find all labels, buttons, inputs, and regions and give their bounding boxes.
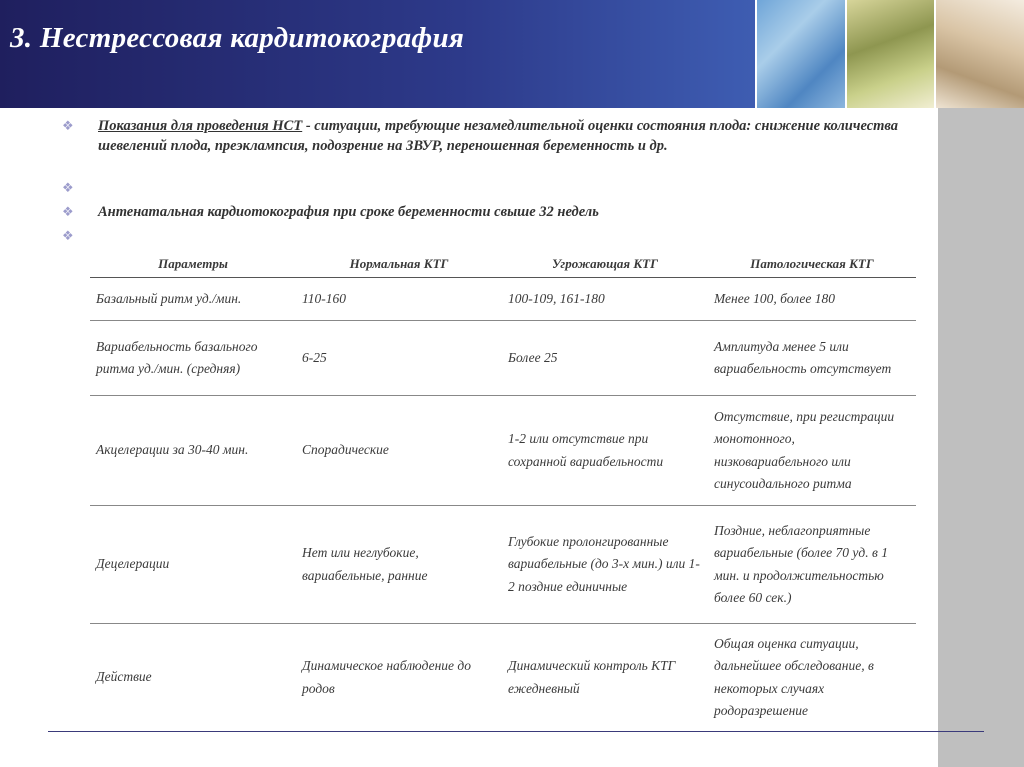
footer-divider (48, 731, 984, 732)
header-photo-coins (845, 0, 935, 108)
table-cell: Глубокие пролонгированные вариабельные (до 3-х мин.) или 1-2 поздние единичные (502, 506, 708, 624)
table-cell: Децелерации (90, 506, 296, 624)
table-cell: Общая оценка ситуации, дальнейшее обследование, в некоторых случаях родоразрешение (708, 624, 916, 732)
table-cell: Более 25 (502, 321, 708, 396)
bullet-lead: Показания для проведения НСТ (98, 118, 303, 134)
header-photo-calculator (755, 0, 845, 108)
table-cell: 6-25 (296, 321, 502, 396)
table-cell: Акцелерации за 30-40 мин. (90, 396, 296, 506)
table-cell: Динамический контроль КТГ ежедневный (502, 624, 708, 732)
slide-title: 3. Нестрессовая кардитокография (10, 22, 465, 54)
column-header: Угрожающая КТГ (502, 250, 708, 278)
bullet-item (62, 226, 932, 246)
column-header: Параметры (90, 250, 296, 278)
table-row (90, 506, 916, 624)
table-row (90, 321, 916, 396)
table-row (90, 624, 916, 732)
bullet-item (62, 202, 932, 226)
header-photo-pen (934, 0, 1024, 108)
diamond-bullet-icon: ❖ (62, 204, 74, 219)
table-cell: Вариабельность базального ритма уд./мин. (средняя) (90, 321, 296, 396)
right-side-bar (938, 108, 1024, 767)
table-cell: Нет или неглубокие, вариабельные, ранние (296, 506, 502, 624)
diamond-bullet-icon: ❖ (62, 228, 74, 243)
column-header: Нормальная КТГ (296, 250, 502, 278)
table-cell: Отсутствие, при регистрации монотонного, низковариабельного или синусоидального ритма (708, 396, 916, 506)
table-cell: Амплитуда менее 5 или вариабельность отсутствует (708, 321, 916, 396)
table-cell: 100-109, 161-180 (502, 278, 708, 321)
table-cell: Поздние, неблагоприятные вариабельные (более 70 уд. в 1 мин. и продолжительностью более 60 сек.) (708, 506, 916, 624)
table-row (90, 278, 916, 321)
bullet-item (62, 178, 932, 202)
table-cell: Спорадические (296, 396, 502, 506)
header-photo-strip (755, 0, 1024, 108)
diamond-bullet-icon: ❖ (62, 118, 74, 133)
table-cell: Динамическое наблюдение до родов (296, 624, 502, 732)
table-cell: Менее 100, более 180 (708, 278, 916, 321)
bullet-text: Показания для проведения НСТ - ситуации, требующие незамедлительной оценки состояния плода: снижение количества шевелений плода, преэклампсия, подозрение на ЗВУР, переношенная беременность и др. (98, 118, 899, 154)
ctg-criteria-table (90, 250, 916, 732)
table-header-row (90, 250, 916, 278)
table-cell: Действие (90, 624, 296, 732)
table-cell: 110-160 (296, 278, 502, 321)
table-row (90, 396, 916, 506)
bullet-text: Антенатальная кардиотокография при сроке беременности свыше 32 недель (98, 204, 599, 220)
column-header: Патологическая КТГ (708, 250, 916, 278)
title-banner (0, 0, 1024, 108)
table-cell: 1-2 или отсутствие при сохранной вариабельности (502, 396, 708, 506)
table-cell: Базальный ритм уд./мин. (90, 278, 296, 321)
bullet-list (62, 116, 932, 246)
bullet-item (62, 116, 932, 178)
diamond-bullet-icon: ❖ (62, 180, 74, 195)
